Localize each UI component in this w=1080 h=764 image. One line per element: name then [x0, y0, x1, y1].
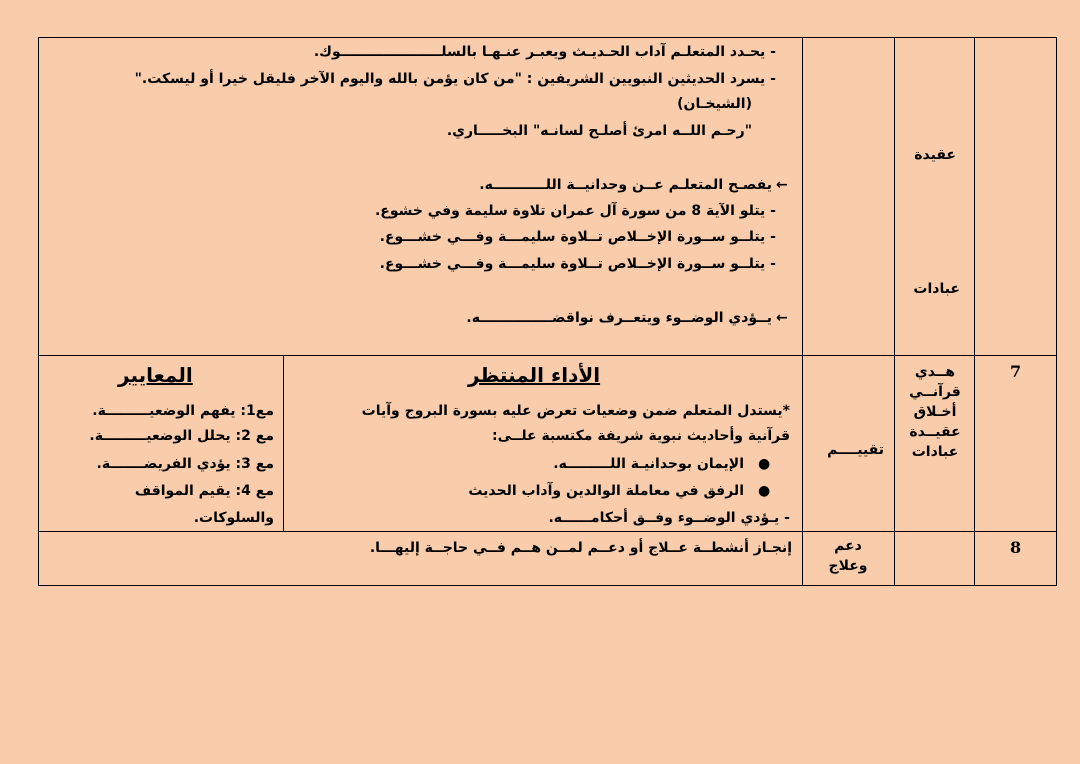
domain-label: هــدي: [914, 364, 956, 380]
criteria-item: والسلوكات.: [193, 510, 274, 526]
domain-label: عقيدة: [914, 147, 956, 163]
domain-label: عقيــدة: [909, 424, 961, 440]
activity-label: [808, 536, 888, 576]
column-divider: [802, 37, 803, 586]
objective-main: يــؤدي الوضــوء ويتعــرف نواقضـــــــــــــــه.: [466, 310, 772, 326]
objective-line: - يتلــو ســورة الإخــلاص تــلاوة سليمـــة وفـــي خشـــوع.: [379, 256, 776, 272]
performance-line: *يستدل المتعلم ضمن وضعيات تعرض عليه بسورة البروج وآيات: [361, 403, 790, 419]
performance-title: الأداء المنتظر: [468, 363, 601, 387]
criteria-item: مع 3: يؤدي الفريضـــــــة.: [96, 456, 274, 472]
bullet-icon: ●: [758, 456, 771, 472]
objective-line: - يتلــو ســورة الإخــلاص تــلاوة سليمـــة وفـــي خشـــوع.: [379, 229, 776, 245]
bullet-icon: ●: [758, 483, 771, 499]
column-divider: [974, 37, 975, 586]
objective-source: (الشيخـان): [677, 96, 752, 112]
row-divider: [38, 531, 1056, 532]
domain-label: عبادات: [913, 281, 960, 297]
activity-label: تقييــــم: [827, 442, 884, 458]
row8-text: إنجـاز أنشطــة عــلاج أو دعــم لمــن هــم فــي حاجــة إليهـــا.: [369, 540, 792, 556]
row-divider: [38, 355, 1056, 356]
domain-label: عبادات: [911, 444, 959, 460]
row-number: 8: [1010, 538, 1022, 557]
objective-line: "رحـم اللــه امرئ أصلـح لسانـه" البخـــــاري.: [446, 123, 752, 139]
arrow-icon: ←: [776, 177, 788, 193]
criteria-title: المعايير: [118, 363, 193, 387]
row-number: 7: [1010, 362, 1022, 381]
objective-line: - يحـدد المتعلـم آداب الحـديـث ويعبـر عنـهـا بالسلـــــــــــــــــــــوك.: [313, 44, 776, 60]
activity-line: وعلاج: [828, 558, 868, 574]
performance-line: قرآنية وأحاديث نبوية شريفة مكتسبة علــى:: [492, 428, 790, 444]
domain-list: [900, 362, 970, 462]
objective-line: - يسرد الحديثين النبويين الشريفين : "من كان يؤمن بالله واليوم الآخر فليقل خيرا أو ليسكت.": [134, 71, 776, 87]
activity-line: دعم: [834, 538, 862, 554]
table-border-right: [1056, 37, 1057, 586]
performance-line: الرفق في معاملة الوالدين وآداب الحديث: [468, 483, 744, 499]
criteria-item: مع1: يفهم الوضعيـــــــــة.: [92, 403, 274, 419]
objective-line: - يتلو الآية 8 من سورة آل عمران تلاوة سليمة وفي خشوع.: [374, 203, 776, 219]
domain-label: قرآنــي: [909, 384, 961, 400]
performance-line: الإيمان بوحدانيـة اللـــــــــه.: [553, 456, 744, 472]
domain-label: أخـلاق: [913, 404, 957, 420]
table-border-top: [38, 37, 1056, 38]
table-border-bottom: [38, 585, 1056, 586]
column-divider: [283, 355, 284, 531]
column-divider: [894, 37, 895, 586]
table-border-left: [38, 37, 39, 586]
performance-line: - يـؤدي الوضــوء وفــق أحكامــــــه.: [548, 510, 790, 526]
criteria-item: مع 2: يحلل الوضعيـــــــــة.: [89, 428, 274, 444]
objective-main: يفصـح المتعلـم عــن وحدانيــة اللـــــــــــه.: [479, 177, 772, 193]
arrow-icon: ←: [776, 310, 788, 326]
criteria-item: مع 4: يقيم المواقف: [134, 483, 274, 499]
